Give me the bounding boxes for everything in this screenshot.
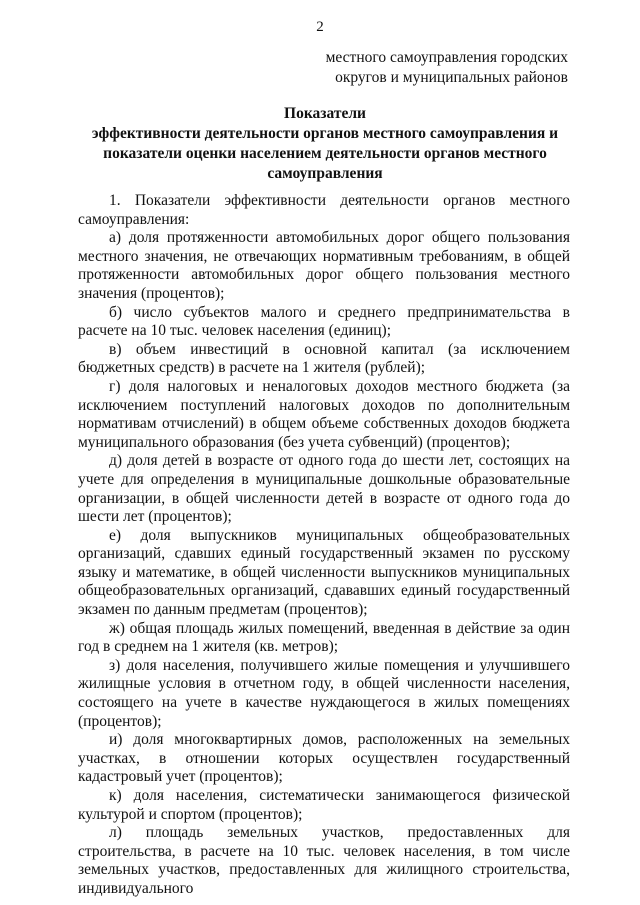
document-title xyxy=(80,104,570,184)
title-line-2: эффективности деятельности органов местного самоуправления и xyxy=(91,125,559,142)
header-line-1: местного самоуправления городских xyxy=(325,49,568,66)
list-item-k: к) доля населения, систематически занимающегося физической культурой и спортом (процентов); xyxy=(78,787,570,823)
list-item-g: г) доля налоговых и неналоговых доходов местного бюджета (за исключением поступлений налоговых доходов по дополнительным нормативам отчислений) в общем объеме собственных доходов бюджета муниципального образования (без учета субвенций) (процентов); xyxy=(78,377,570,451)
list-item-zh: ж) общая площадь жилых помещений, введенная в действие за один год в среднем на 1 жителя (кв. метров); xyxy=(78,619,570,656)
document-header-continuation xyxy=(326,48,568,88)
title-line-3: показатели оценки населением деятельности органов местного xyxy=(103,145,547,162)
document-body xyxy=(78,192,570,899)
title-line-1: Показатели xyxy=(284,105,366,122)
list-item-d: д) доля детей в возрасте от одного года до шести лет, состоящих на учете для определения в муниципальные дошкольные образовательные организации, в общей численности детей в возрасте от одного года до шести лет (процентов); xyxy=(78,452,570,526)
list-item-v: в) объем инвестиций в основной капитал (за исключением бюджетных средств) в расчете на 1 жителя (рублей); xyxy=(78,340,570,377)
page-number: 2 xyxy=(316,19,324,35)
list-item-i: и) доля многоквартирных домов, расположенных на земельных участках, в отношении которых осуществлен государственный кадастровый учет (процентов); xyxy=(78,731,570,786)
list-item-l: л) площадь земельных участков, предоставленных для строительства, в расчете на 10 тыс. человек населения, в том числе земельных участков, предоставленных для жилищного строительства, индивидуального xyxy=(78,824,570,897)
list-item-a: а) доля протяженности автомобильных дорог общего пользования местного значения, не отвечающих нормативным требованиям, в общей протяженности автомобильных дорог общего пользования местного значения (процентов); xyxy=(78,229,570,302)
title-line-4: самоуправления xyxy=(267,165,383,182)
list-item-z: з) доля населения, получившего жилые помещения и улучшившего жилищные условия в отчетном году, в общей численности населения, состоящего на учете в качестве нуждающегося в жилых помещениях (процентов); xyxy=(78,656,570,730)
intro-paragraph: 1. Показатели эффективности деятельности органов местного самоуправления: xyxy=(78,192,570,228)
header-line-2: округов и муниципальных районов xyxy=(335,69,568,86)
list-item-b: б) число субъектов малого и среднего предпринимательства в расчете на 10 тыс. человек населения (единиц); xyxy=(78,303,570,340)
list-item-e: е) доля выпускников муниципальных общеобразовательных организаций, сдавших единый государственный экзамен по русскому языку и математике, в общей численности выпускников муниципальных общеобразовательных организаций, сдававших единый государственный экзамен по данным предметам (процентов); xyxy=(78,526,570,619)
